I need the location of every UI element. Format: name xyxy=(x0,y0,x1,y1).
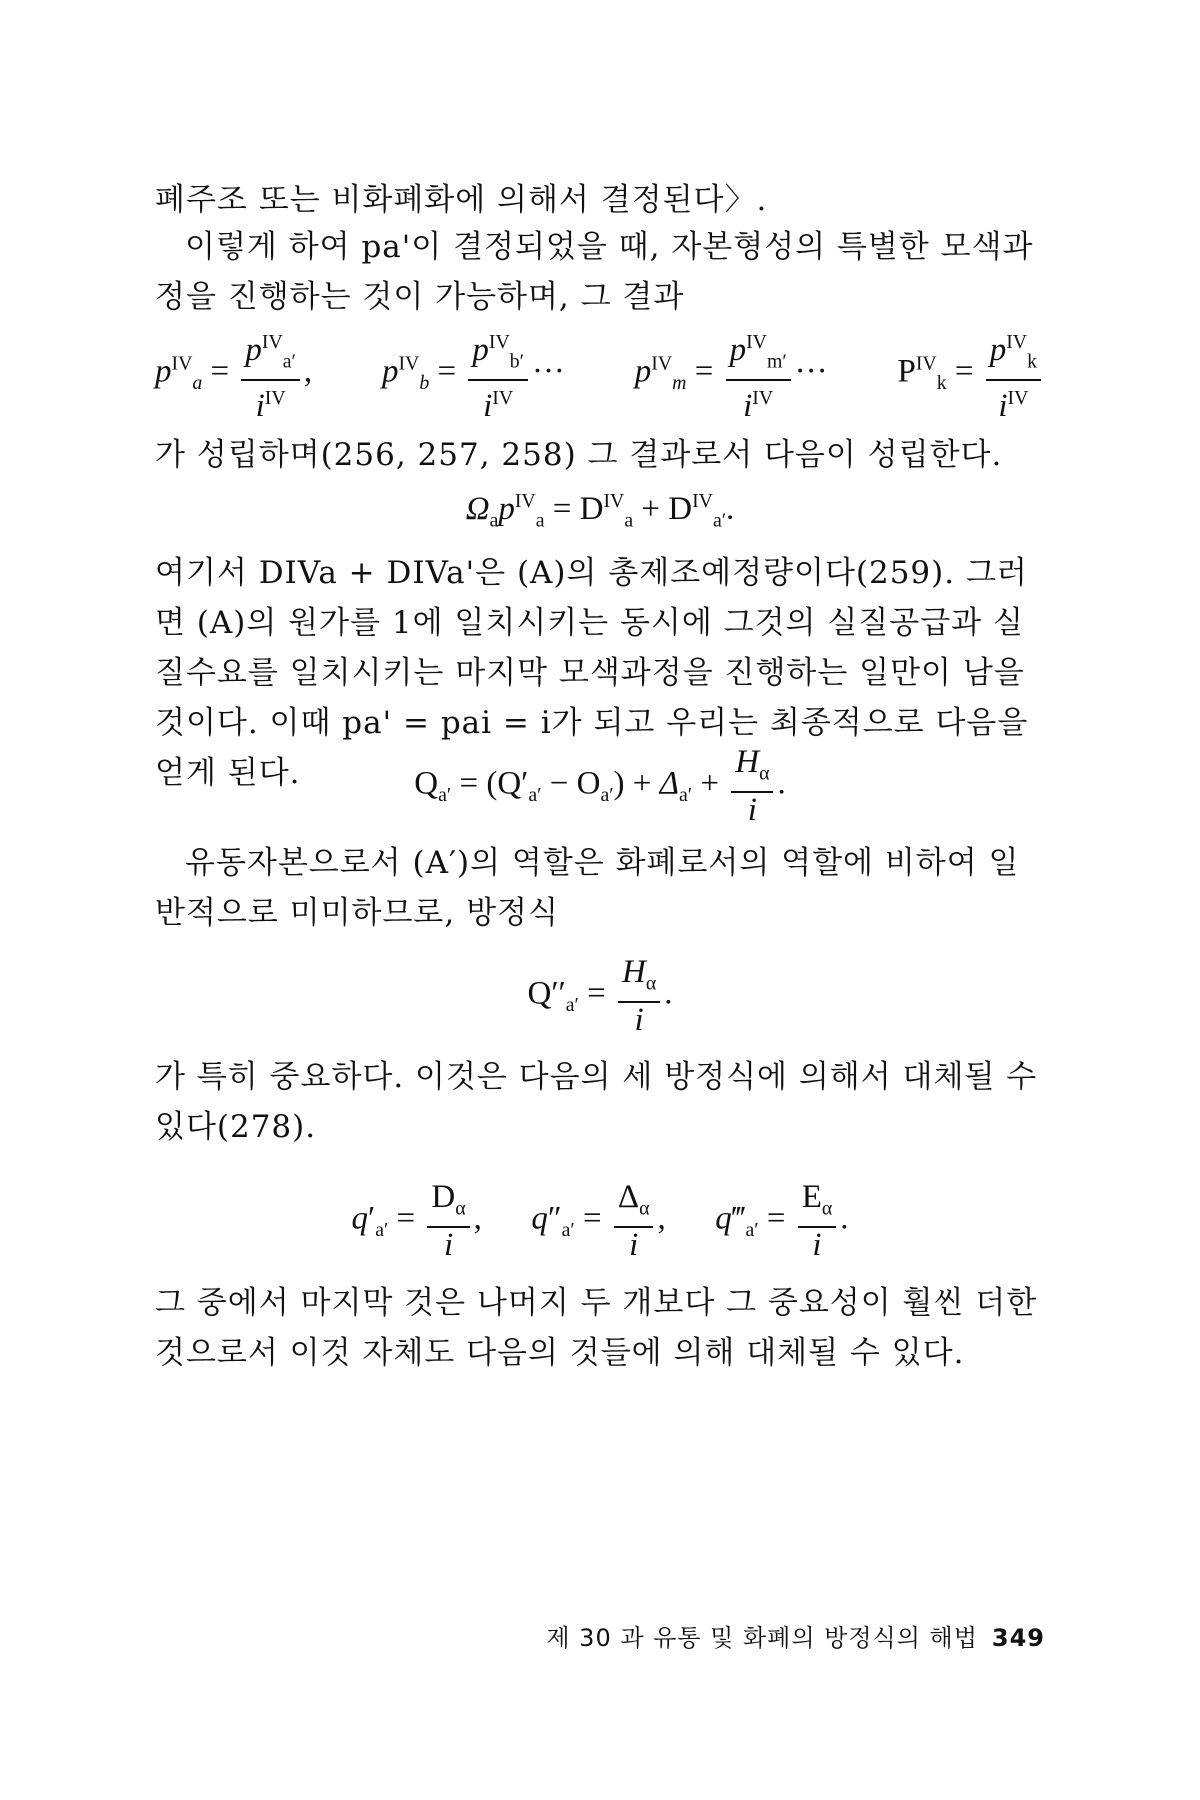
equation-q-double-prime: $Q''_{a'}$ = $\frac{H_\alpha}{i}$ . xyxy=(527,954,673,1038)
equation-omega: $\Omega_ap^{IV}_a = D^{IV}_a + D^{IV}_{a'}$. xyxy=(465,490,735,532)
page-footer xyxy=(520,1618,1045,1653)
paragraph-4: 여기서 DIVa + DIVa'은 (A)의 총제조예정량이다(259). 그러면 (A)의 원가를 1에 일치시키는 동시에 그것의 실질공급과 실질수요를 일치시키는 마지막 모색과정을 진행하는 일만이 남을 것이다. 이때 pa' = pai = i가 되고 우리는 최종적으로 다음을 얻게 된다. xyxy=(155,555,1029,791)
page-number: 349 xyxy=(991,1624,1045,1652)
paragraph-6: 가 특히 중요하다. 이것은 다음의 세 방정식에 의해서 대체될 수 있다(278). xyxy=(155,1059,1038,1145)
equation-q-a: $Q_{a'} = (Q'_{a'} - O_{a'}) + \Delta_{a'}$ + $\frac{H_\alpha}{i}$ . xyxy=(414,744,786,828)
paragraph-7: 그 중에서 마지막 것은 나머지 두 개보다 그 중요성이 훨씬 더한 것으로서 이것 자체도 다음의 것들에 의해 대체될 수 있다. xyxy=(155,1285,1038,1371)
equation-three: $q'_{a'}$ = $\frac{D_\alpha}{i}$ , $q''_{a'}$ = $\frac{\Delta_\alpha}{i}$ , $q‴_{a'}$ = $\frac{E_\alpha}{i}$ . xyxy=(351,1179,849,1263)
chapter-title: 제 30 과 유통 및 화폐의 방정식의 해법 xyxy=(546,1624,978,1652)
paragraph-5: 유동자본으로서 (A′)의 역할은 화폐로서의 역할에 비하여 일반적으로 미미하므로, 방정식 xyxy=(155,845,1020,931)
paragraph-1: 폐주조 또는 비화폐화에 의해서 결정된다〉. xyxy=(155,182,768,218)
paragraph-3: 가 성립하며(256, 257, 258) 그 결과로서 다음이 성립한다. xyxy=(155,437,1003,473)
equation-prices: $p^{IV}_a$ = $\frac{p^{IV}_{a'}}{i^{IV}}$ , $p^{IV}_b$ = $\frac{p^{IV}_{b'}}{i^{IV}}$ ··· $p^{IV}_m$ = $\frac{p^{IV}_{m'}}{i^{IV}}$ ··· $P^{IV}_k$ = $\frac{p^{IV}_k}{i^{IV}}$ xyxy=(155,325,1045,423)
paragraph-2: 이렇게 하여 pa'이 결정되었을 때, 자본형성의 특별한 모색과정을 진행하는 것이 가능하며, 그 결과 xyxy=(155,229,1034,315)
